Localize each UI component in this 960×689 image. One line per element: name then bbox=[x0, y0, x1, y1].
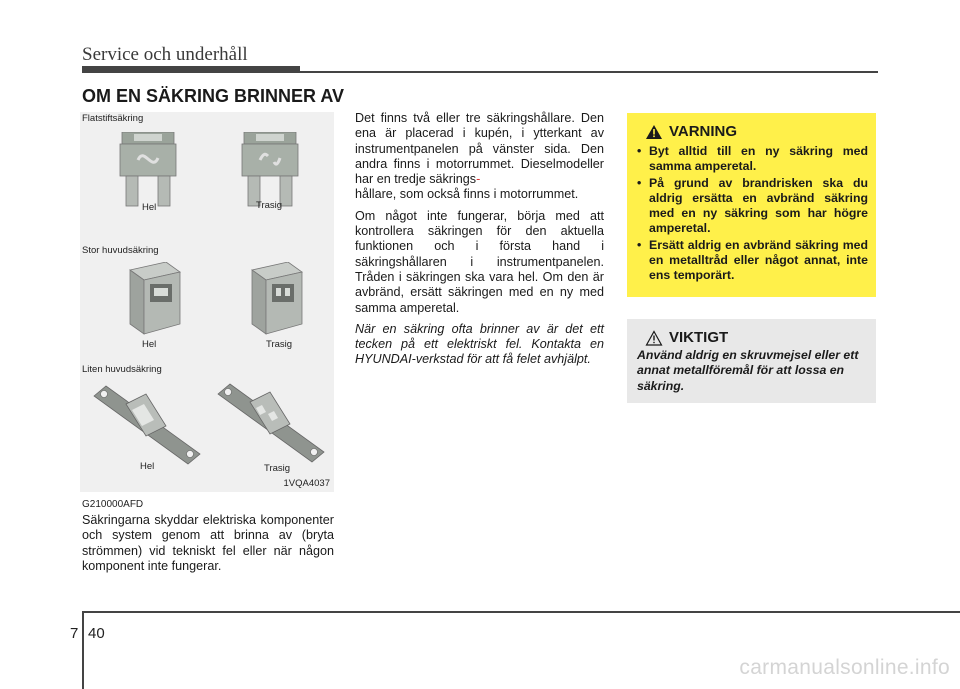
warning-triangle-icon bbox=[645, 124, 663, 140]
figure-code: 1VQA4037 bbox=[283, 478, 330, 489]
important-header bbox=[645, 329, 868, 346]
important-title: VIKTIGT bbox=[669, 329, 729, 346]
chapter-number: 7 bbox=[70, 625, 79, 642]
warning-item: • Byt alltid till en ny säkring med samma amperetal. bbox=[637, 144, 868, 175]
check-fuse-paragraph: Om något inte fungerar, börja med att kontrollera säkringen för den aktuella funktionen och i första hand i säkringshållaren i instrumentpanelen. Tråden i säkringen ska vara hel. Om den är avbränd, ersätt säkringen med en ny med samma amperetal. bbox=[355, 208, 604, 315]
reference-code: G210000AFD bbox=[82, 499, 144, 510]
caution-triangle-icon bbox=[645, 330, 663, 346]
hyphen-mark: - bbox=[476, 172, 481, 187]
body-column bbox=[355, 111, 604, 374]
large-fuse-label: Stor huvudsäkring bbox=[82, 245, 159, 256]
warning-box bbox=[627, 113, 876, 297]
header-bar bbox=[82, 66, 300, 73]
small-fuse-label: Liten huvudsäkring bbox=[82, 364, 162, 375]
important-text: Använd aldrig en skruvmejsel eller ett annat metallföremål för att lossa en säkring. bbox=[637, 348, 859, 393]
fuse-figure bbox=[80, 112, 334, 492]
header-rule bbox=[300, 71, 878, 73]
large-fuse-intact-icon bbox=[122, 262, 184, 337]
warning-title: VARNING bbox=[669, 123, 738, 140]
small-fuse-blown-icon bbox=[216, 380, 326, 466]
small-fuse-hel-label: Hel bbox=[140, 461, 155, 472]
small-fuse-intact-icon bbox=[92, 382, 202, 468]
intro-paragraph: Säkringarna skyddar elektriska komponenter och system genom att brinna av (bryta strömmen) vid tekniskt fel eller när någon komponent inte fungerar. bbox=[82, 513, 334, 573]
footer-rule bbox=[82, 611, 960, 613]
watermark: carmanualsonline.info bbox=[739, 656, 950, 679]
large-fuse-trasig-label: Trasig bbox=[266, 339, 293, 350]
warning-header bbox=[645, 123, 868, 140]
warning-list bbox=[637, 144, 868, 284]
fuse-holders-text-b: hållare, som också finns i motorrummet. bbox=[355, 187, 579, 202]
section-title: OM EN SÄKRING BRINNER AV bbox=[82, 86, 345, 106]
warning-item: • Ersätt aldrig en avbränd säkring med en metalltråd eller något annat, inte ens temporärt. bbox=[637, 238, 868, 284]
footer-divider bbox=[82, 611, 84, 689]
fuse-holders-paragraph bbox=[355, 111, 604, 203]
flat-fuse-trasig-label: Trasig bbox=[256, 200, 283, 211]
flat-fuse-label: Flatstiftsäkring bbox=[82, 113, 144, 124]
large-fuse-blown-icon bbox=[244, 262, 306, 337]
small-fuse-trasig-label: Trasig bbox=[264, 463, 291, 474]
header-title: Service och underhåll bbox=[82, 44, 248, 65]
flat-fuse-intact-icon bbox=[118, 132, 178, 212]
important-box bbox=[627, 319, 876, 403]
flat-fuse-hel-label: Hel bbox=[142, 202, 157, 213]
warning-item: • På grund av brandrisken ska du aldrig ersätta en avbränd säkring med en ny säkring som har högre amperetal. bbox=[637, 176, 868, 237]
large-fuse-hel-label: Hel bbox=[142, 339, 157, 350]
fuse-holders-text-a: Det finns två eller tre säkringshållare. Den ena är placerad i kupén, i ytterkant av instrumentpanelen på vänster sida. Den andra finns i motorrummet. Dieselmodeller har en tredje säkrings bbox=[355, 111, 604, 187]
repeated-fuse-note: När en säkring ofta brinner av är det ett tecken på ett elektriskt fel. Kontakta en HYUNDAI-verkstad för att få felet avhjälpt. bbox=[355, 321, 604, 367]
page-number: 40 bbox=[88, 625, 105, 642]
